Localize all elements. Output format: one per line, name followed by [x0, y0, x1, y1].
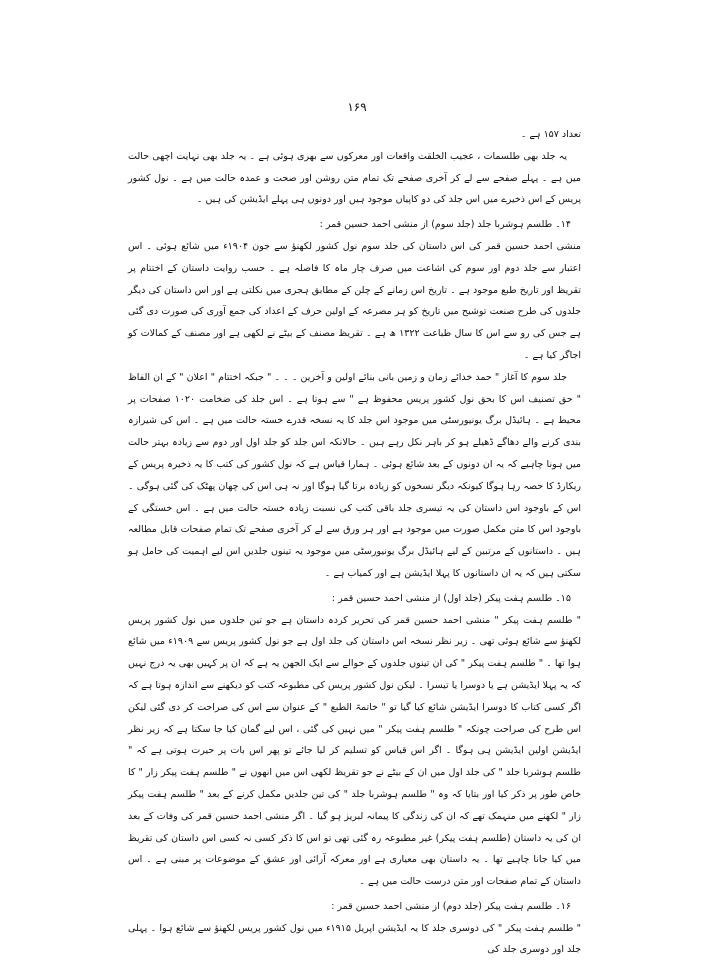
section-heading: ۱۵۔ طلسم ہفت پیکر (جلد اول) از منشی احمد حسین قمر :	[331, 592, 571, 604]
paragraph: جلد سوم کا آغاز " حمد خدائے زمان و زمین بانی بنائے اولین و آخرین ۔ ۔ ۔ " جبکہ اختتام " اعلان " کے ان الفاظ " حق تصنیف اس کا بحق نول کشور پریس محفوظ ہے " سے ہوتا ہے ۔ اس جلد کی ضخامت ۱۰۲۰ صفحات پر محیط ہے ۔ ہائیڈل برگ یونیورسٹی میں موجود اس جلد کا یہ نسخہ قدرے خستہ حالت میں ہے ۔ اس کی شیرازہ بندی کرنے والے دھاگے ڈھیلے ہو کر باہر نکل رہے ہیں ۔ حالانکہ اس جلد کو جلد اول اور دوم سے زیادہ بہتر حالت میں ہونا چاہیے کہ یہ ان دونوں کے بعد شائع ہوئی ۔ ہمارا قیاس ہے کہ نول کشور کی کتب کا یہ ذخیرہ پریس کے ریکارڈ کا حصہ رہا ہوگا کیونکہ دیگر نسخوں کو زیادہ برتا گیا ہوگا اور نہ ہی اس کی چھان پھٹک کی گئی ہوگی ۔ اس کے باوجود اس داستان کی یہ تیسری جلد باقی کتب کی نسبت زیادہ خستہ حالت میں ہے ۔ اس خستگی کے باوجود اس کا متن مکمل صورت میں موجود ہے اور ہر ورق سے لے کر آخری صفحے تک تمام صفحات قابل مطالعہ ہیں ۔ داستانوں کے مرتبین کے لیے ہائیڈل برگ یونیورسٹی میں موجود یہ تینوں جلدیں اس لیے اہمیت کی حامل ہو سکتی ہیں کہ یہ ان داستانوں کا پہلا ایڈیشن ہے اور کمیاب ہے ۔	[128, 371, 581, 579]
paragraph: " طلسم ہفت پیکر " کی دوسری جلد کا یہ ایڈیشن اپریل ۱۹۱۵ء میں نول کشور پریس لکھنؤ سے شائع ہوا ۔ پہلی جلد اور دوسری جلد کی	[128, 922, 581, 956]
page-number: ۱۶۹	[347, 100, 367, 114]
section-heading: ۱۶۔ طلسم ہفت پیکر (جلد دوم) از منشی احمد حسین قمر :	[331, 900, 571, 912]
paragraph: " طلسم ہفت پیکر " منشی احمد حسین قمر کی تحریر کردہ داستان ہے جو تین جلدوں میں نول کشور پریس لکھنؤ سے شائع ہوئی تھی ۔ زیر نظر نسخہ اس داستان کی جلد اول ہے جو نول کشور پریس سے ۱۹۰۹ء میں شائع ہوا تھا ۔ " طلسم ہفت پیکر " کی ان تینوں جلدوں کے حوالے سے ایک الجھن یہ ہے کہ ان پر کہیں بھی یہ درج نہیں کہ یہ پہلا ایڈیشن ہے یا دوسرا یا تیسرا ۔ لیکن نول کشور پریس کی مطبوعہ کتب کو دیکھنے سے اندازہ ہوتا ہے کہ اگر کسی کتاب کا دوسرا ایڈیشن شائع کیا گیا تو " خاتمۃ الطبع " کے عنوان سے اس کی صراحت کر دی گئی لیکن اس طرح کی صراحت چونکہ " طلسم ہفت پیکر " میں نہیں کی گئی ، اس لیے گمان کیا جا سکتا ہے کہ زیر نظر ایڈیشن اولین ایڈیشن ہی ہوگا ۔ اگر اس قیاس کو تسلیم کر لیا جائے تو پھر اس بات پر حیرت ہوتی ہے کہ " طلسم ہوشربا جلد " کی جلد اول میں ان کے بیٹے نے جو تقریظ لکھی اس میں انھوں نے " طلسم ہفت پیکر زار " کا خاص طور پر ذکر کیا اور بتایا کہ وہ " طلسم ہوشربا جلد " کی تین جلدیں مکمل کرنے کے بعد " طلسم ہفت پیکر زار " لکھنے میں منہمک تھے کہ ان کی زندگی کا پیمانہ لبریز ہو گیا ۔ اگر منشی احمد حسین قمر کی وفات کے بعد ان کی یہ داستان (طلسم ہفت پیکر) غیر مطبوعہ رہ گئی تھی تو اس کا ذکر کسی نہ کسی اس داستان کی تقریظ میں کیا جانا چاہیے تھا ۔ یہ داستان بھی معیاری ہے اور معرکہ آرائی اور عشق کے موضوعات پر مبنی ہے ۔ اس داستان کے تمام صفحات اور متن درست حالت میں ہے ۔	[128, 614, 581, 888]
section-heading: ۱۴۔ طلسم ہوشربا جلد (جلد سوم) از منشی احمد حسین قمر :	[319, 219, 571, 231]
paragraph: یہ جلد بھی طلسمات ، عجیب الخلقت واقعات اور معرکوں سے بھری ہوئی ہے ۔ یہ جلد بھی نہایت اچھی حالت میں ہے ۔ پہلے صفحے سے لے کر آخری صفحے تک تمام متن روشن اور صحت و عمدہ حالت میں ہے ۔ نول کشور پریس کے اس ذخیرے میں اس جلد کی دو کاپیاں موجود ہیں اور دونوں ہی پہلے ایڈیشن کی ہیں ۔	[128, 150, 581, 206]
page-body	[128, 124, 581, 961]
paragraph: تعداد ۱۵۷ ہے ۔	[520, 129, 581, 140]
paragraph: منشی احمد حسین قمر کی اس داستان کی جلد سوم نول کشور لکھنؤ سے جون ۱۹۰۴ء میں شائع ہوئی ۔ اس اعتبار سے جلد دوم اور سوم کی اشاعت میں صرف چار ماہ کا فاصلہ ہے ۔ حسب روایت داستان کے اختتام پر تقریظ اور تاریخ طبع موجود ہے ۔ تاریخ اس زمانے کے چلن کے مطابق ہجری میں نکلتی ہے اور اس داستان کی دیگر جلدوں کی طرح صنعت توشیح میں تاریخ کو ہر مصرعہ کے اولین حرف کے اعداد کی جمع آوری کی صورت دی گئی ہے جس کی رو سے اس کا سال طباعت ۱۳۲۲ ھ ہے ۔ تقریظ مصنف کے بیٹے نے لکھی ہے اور مصنف کے کمالات کو اجاگر کیا ہے ۔	[128, 240, 581, 361]
